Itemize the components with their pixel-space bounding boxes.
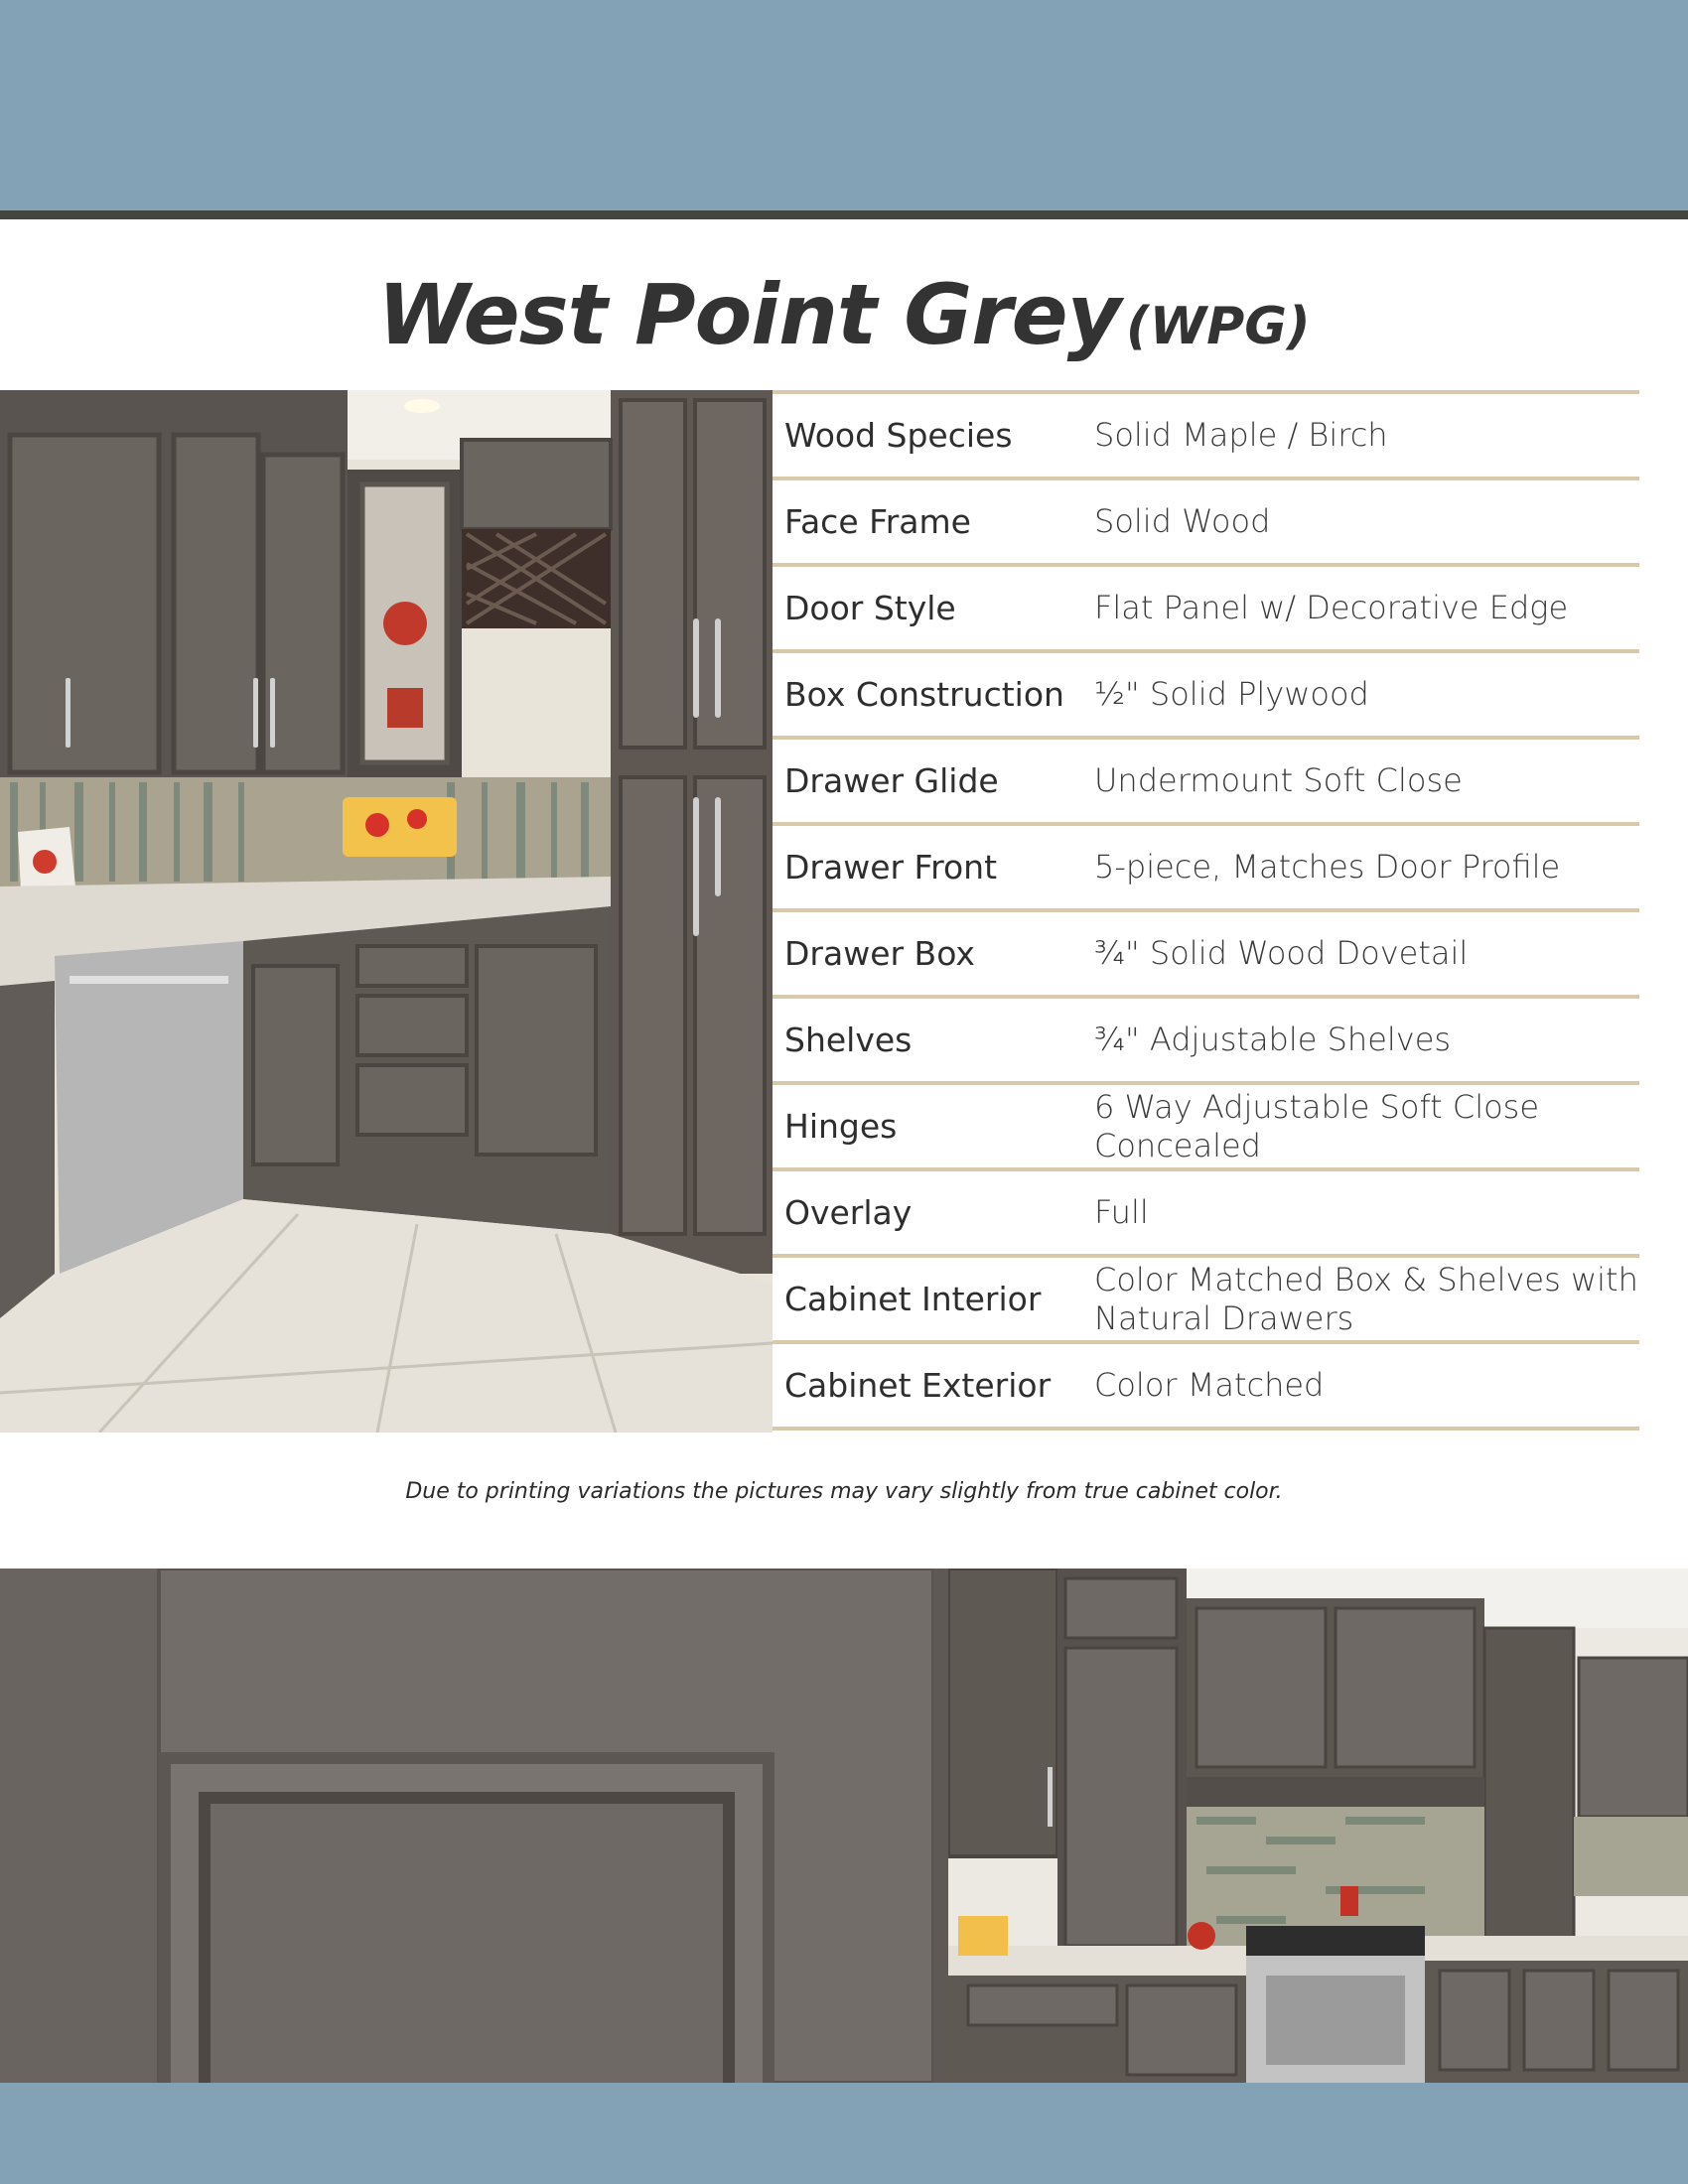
top-color-band (0, 0, 1688, 210)
spec-value: Undermount Soft Close (1094, 761, 1463, 799)
spec-value: 5-piece, Matches Door Profile (1094, 848, 1561, 886)
table-rule (773, 1427, 1639, 1431)
spec-row-hinges (773, 1085, 1639, 1167)
spec-value: Flat Panel w/ Decorative Edge (1094, 589, 1569, 626)
title-name: West Point Grey (377, 266, 1121, 363)
spec-label: Overlay (784, 1193, 913, 1232)
spec-label: Door Style (784, 589, 956, 627)
printing-disclaimer: Due to printing variations the pictures may vary slightly from true cabinet color. (405, 1479, 1283, 1504)
spec-value: Color Matched Box & Shelves with Natural Drawers (1094, 1260, 1638, 1337)
title-code: (WPG) (1125, 297, 1311, 356)
spec-row-drawer-glide (773, 740, 1639, 822)
door-closeup-photo (0, 1569, 948, 2083)
spec-value: ¾" Adjustable Shelves (1094, 1021, 1452, 1058)
spec-row-door-style (773, 567, 1639, 649)
spec-label: Box Construction (784, 675, 1064, 714)
spec-label: Shelves (784, 1021, 913, 1059)
spec-row-wood-species (773, 394, 1639, 477)
spec-label: Face Frame (784, 502, 971, 541)
spec-row-box-construction (773, 653, 1639, 736)
spec-label: Drawer Front (784, 848, 998, 887)
spec-row-face-frame (773, 480, 1639, 563)
spec-value: Full (1094, 1193, 1149, 1231)
spec-label: Drawer Box (784, 934, 975, 973)
kitchen-corner-photo (0, 390, 773, 1433)
spec-row-drawer-front (773, 826, 1639, 908)
page-title (0, 266, 1688, 363)
top-divider-rule (0, 210, 1688, 219)
spec-row-drawer-box (773, 912, 1639, 995)
spec-value: ¾" Solid Wood Dovetail (1094, 934, 1469, 972)
spec-row-overlay (773, 1171, 1639, 1254)
spec-label: Cabinet Interior (784, 1280, 1042, 1318)
bottom-color-band (0, 2083, 1688, 2184)
spec-row-cabinet-interior (773, 1258, 1639, 1340)
spec-label: Wood Species (784, 416, 1013, 455)
specifications-table (773, 390, 1639, 1431)
spec-row-cabinet-exterior (773, 1344, 1639, 1427)
spec-row-shelves (773, 999, 1639, 1081)
spec-value: Solid Maple / Birch (1094, 416, 1388, 454)
spec-label: Cabinet Exterior (784, 1366, 1052, 1405)
kitchen-range-photo (948, 1569, 1688, 2083)
spec-label: Drawer Glide (784, 761, 999, 800)
spec-value: Color Matched (1094, 1366, 1325, 1404)
spec-label: Hinges (784, 1107, 898, 1146)
spec-value: Solid Wood (1094, 502, 1271, 540)
spec-value: ½" Solid Plywood (1094, 675, 1369, 713)
spec-value: 6 Way Adjustable Soft Close Concealed (1094, 1087, 1540, 1164)
